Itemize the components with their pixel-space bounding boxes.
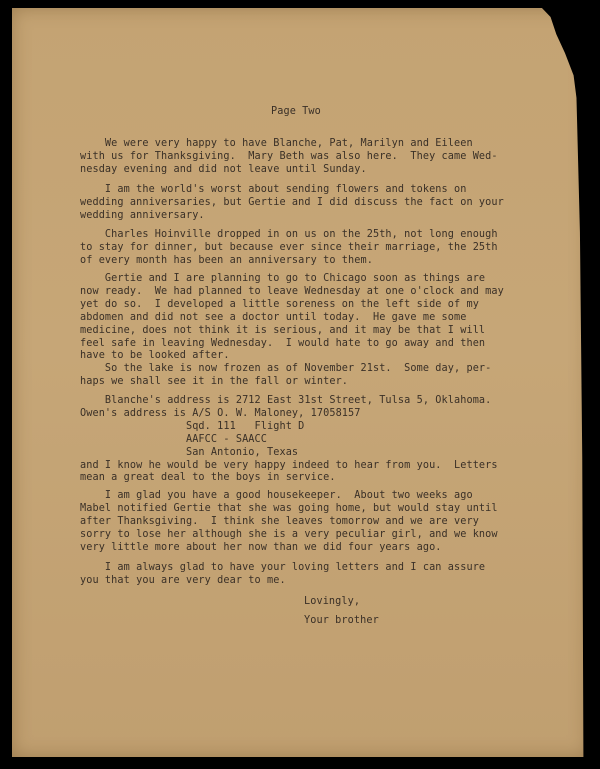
closing-line: Lovingly, <box>304 596 361 607</box>
paragraph-lake: So the lake is now frozen as of November 21st. Some day, per- haps we shall see it in the fall or winter. <box>80 363 492 387</box>
paragraph-anniversary: I am the world's worst about sending flowers and tokens on wedding anniversaries, but Gertie and I did discuss the fact on your wedding anniversary. <box>80 184 504 221</box>
paragraph-chicago-plans: Gertie and I are planning to go to Chicago soon as things are now ready. We had planned to leave Wednesday at one o'clock and may yet do so. I developed a little soreness on the left side of my abdomen and did not see a doctor until today. He gave me some medicine, does not think it is serious, and it may be that I will feel safe in leaving Wednesday. I would hate to go away and then have to be looked after. <box>80 273 504 362</box>
paragraph-thanksgiving: We were very happy to have Blanche, Pat, Marilyn and Eileen with us for Thanksgiving. Mary Beth was also here. They came Wed- nesday evening and did not leave until Sunday. <box>80 138 498 175</box>
paragraph-housekeeper: I am glad you have a good housekeeper. About two weeks ago Mabel notified Gertie that she was going home, but would stay until after Thanksgiving. I think she leaves tomorrow and we are very sorry to lose her although she is a very peculiar girl, and we know very little more about her now than we did four years ago. <box>80 490 498 553</box>
paragraph-letters: I am always glad to have your loving letters and I can assure you that you are very dear to me. <box>80 562 486 586</box>
signature-line: Your brother <box>304 615 379 626</box>
paragraph-visit: Charles Hoinville dropped in on us on the 25th, not long enough to stay for dinner, but because ever since their marriage, the 25th of every month has been an anniversary to them. <box>80 229 498 266</box>
page-heading: Page Two <box>271 106 321 117</box>
paragraph-addresses: Blanche's address is 2712 East 31st Street, Tulsa 5, Oklahoma. Owen's address is A/S O. W. Maloney, 17058157 Sqd. 111 Flight D AAFCC - SAACC San Antonio, Texas and I know he would be very happy indeed to hear from you. Letters mean a great deal to the boys in service. <box>80 395 498 484</box>
